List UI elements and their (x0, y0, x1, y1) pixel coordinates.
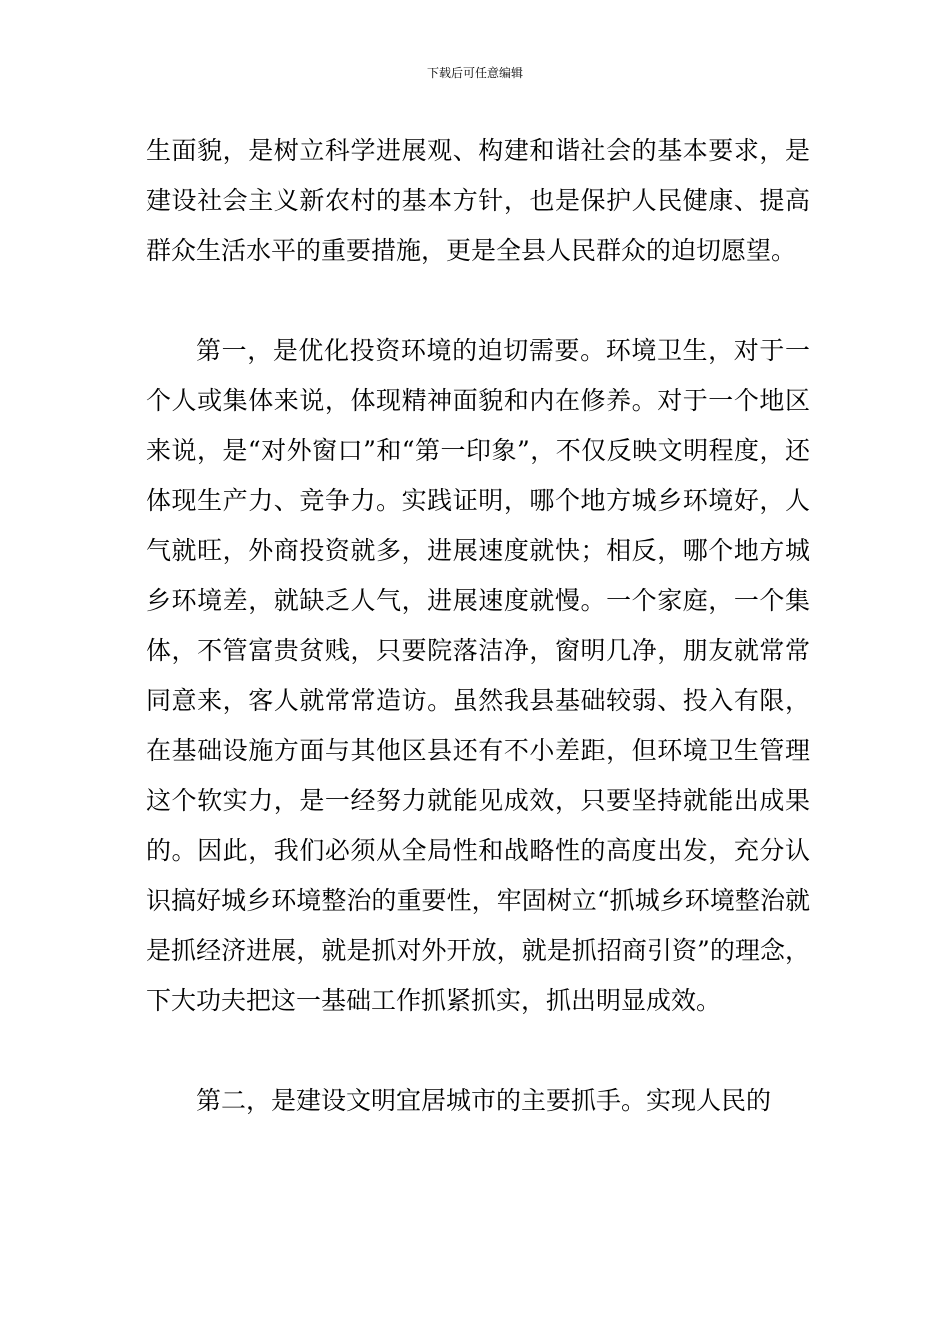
paragraph-first-point: 第一，是优化投资环境的迫切需要。环境卫生，对于一个人或集体来说，体现精神面貌和内在修养。对于一个地区来说，是“对外窗口”和“第一印象”，不仅反映文明程度，还体现生产力、竞争力。实践证明，哪个地方城乡环境好，人气就旺，外商投资就多，进展速度就快；相反，哪个地方城乡环境差，就缺乏人气，进展速度就慢。一个家庭，一个集体，不管富贵贫贱，只要院落洁净，窗明几净，朋友就常常同意来，客人就常常造访。虽然我县基础较弱、投入有限，在基础设施方面与其他区县还有不小差距，但环境卫生管理这个软实力，是一经努力就能见成效，只要坚持就能出成果的。因此，我们必须从全局性和战略性的高度出发，充分认识搞好城乡环境整治的重要性，牢固树立“抓城乡环境整治就是抓经济进展，就是抓对外开放，就是抓招商引资”的理念，下大功夫把这一基础工作抓紧抓实，抓出明显成效。 (146, 336, 810, 1015)
paragraph-gap (146, 276, 810, 326)
paragraph-continued: 生面貌，是树立科学进展观、构建和谐社会的基本要求，是建设社会主义新农村的基本方针，也是保护人民健康、提高群众生活水平的重要措施，更是全县人民群众的迫切愿望。 (146, 136, 810, 265)
paragraph-second-point: 第二，是建设文明宜居城市的主要抓手。实现人民的 (196, 1086, 772, 1115)
document-body (146, 126, 810, 1126)
paragraph-gap (146, 1026, 810, 1076)
page-header: 下载后可任意编辑 (426, 66, 523, 80)
